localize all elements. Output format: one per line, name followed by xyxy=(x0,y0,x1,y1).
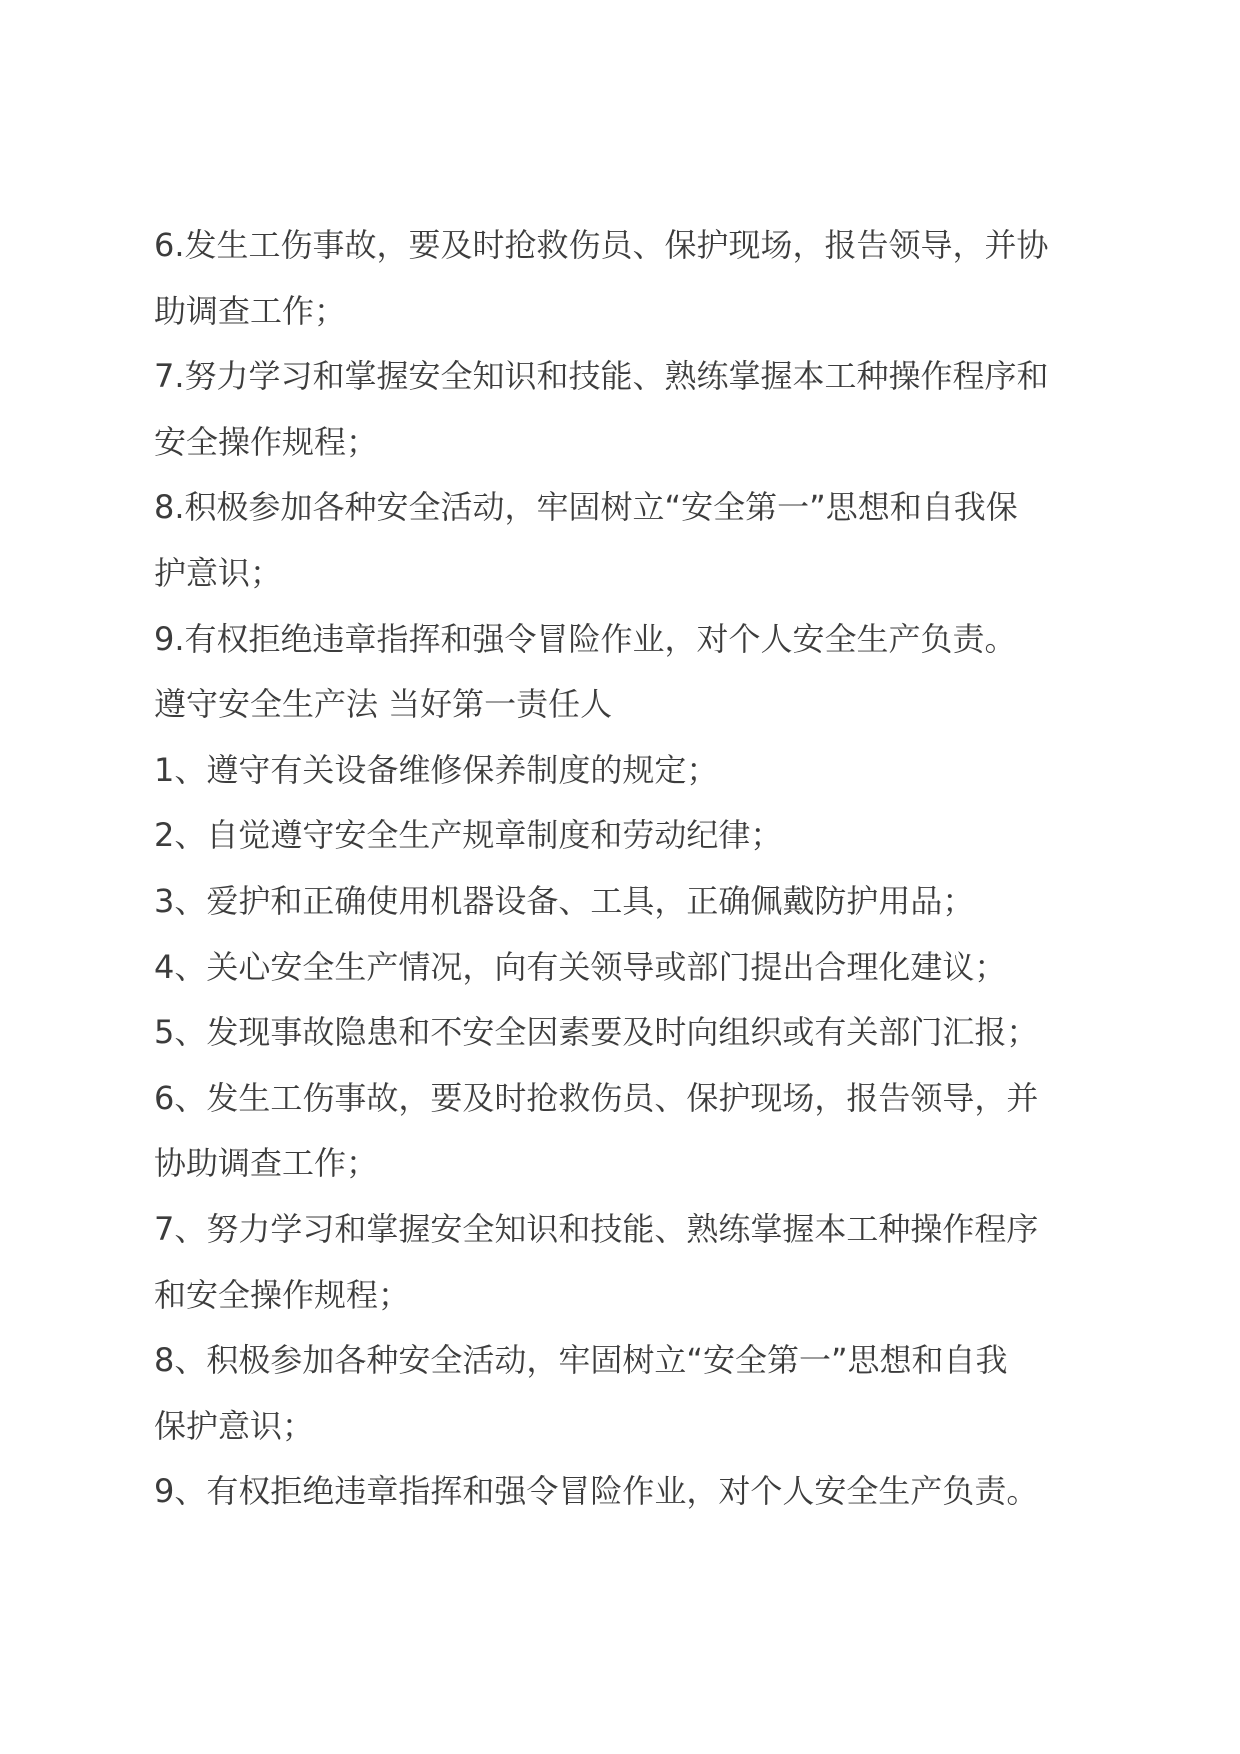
text-line: 6.发生工伤事故，要及时抢救伤员、保护现场，报告领导，并协 xyxy=(154,226,1049,264)
section-heading: 遵守安全生产法 当好第一责任人 xyxy=(154,685,613,724)
text-line: 助调查工作； xyxy=(154,291,347,330)
text-line: 9、有权拒绝违章指挥和强令冒险作业，对个人安全生产负责。 xyxy=(154,1472,1039,1511)
text-line: 7、努力学习和掌握安全知识和技能、熟练掌握本工种操作程序 xyxy=(154,1209,1039,1248)
text-line: 和安全操作规程； xyxy=(154,1275,411,1314)
text-line: 6、发生工伤事故，要及时抢救伤员、保护现场，报告领导，并 xyxy=(154,1078,1039,1117)
text-line: 9.有权拒绝违章指挥和强令冒险作业，对个人安全生产负责。 xyxy=(154,619,1017,658)
text-line: 2、自觉遵守安全生产规章制度和劳动纪律； xyxy=(154,816,783,855)
document-body xyxy=(154,213,1090,1525)
text-line: 4、关心安全生产情况，向有关领导或部门提出合理化建议； xyxy=(154,947,1007,986)
text-line: 3、爱护和正确使用机器设备、工具，正确佩戴防护用品； xyxy=(154,881,975,920)
text-line: 7.努力学习和掌握安全知识和技能、熟练掌握本工种操作程序和 xyxy=(154,357,1049,396)
text-line: 护意识； xyxy=(154,553,283,592)
text-line: 8.积极参加各种安全活动，牢固树立“安全第一”思想和自我保 xyxy=(154,488,1018,527)
text-line: 1、遵守有关设备维修保养制度的规定； xyxy=(154,750,719,789)
text-line: 保护意识； xyxy=(154,1406,315,1445)
text-line: 安全操作规程； xyxy=(154,422,379,461)
text-line: 8、积极参加各种安全活动，牢固树立“安全第一”思想和自我 xyxy=(154,1341,1008,1380)
text-line: 5、发现事故隐患和不安全因素要及时向组织或有关部门汇报； xyxy=(154,1013,1039,1052)
text-line: 协助调查工作； xyxy=(154,1144,379,1183)
